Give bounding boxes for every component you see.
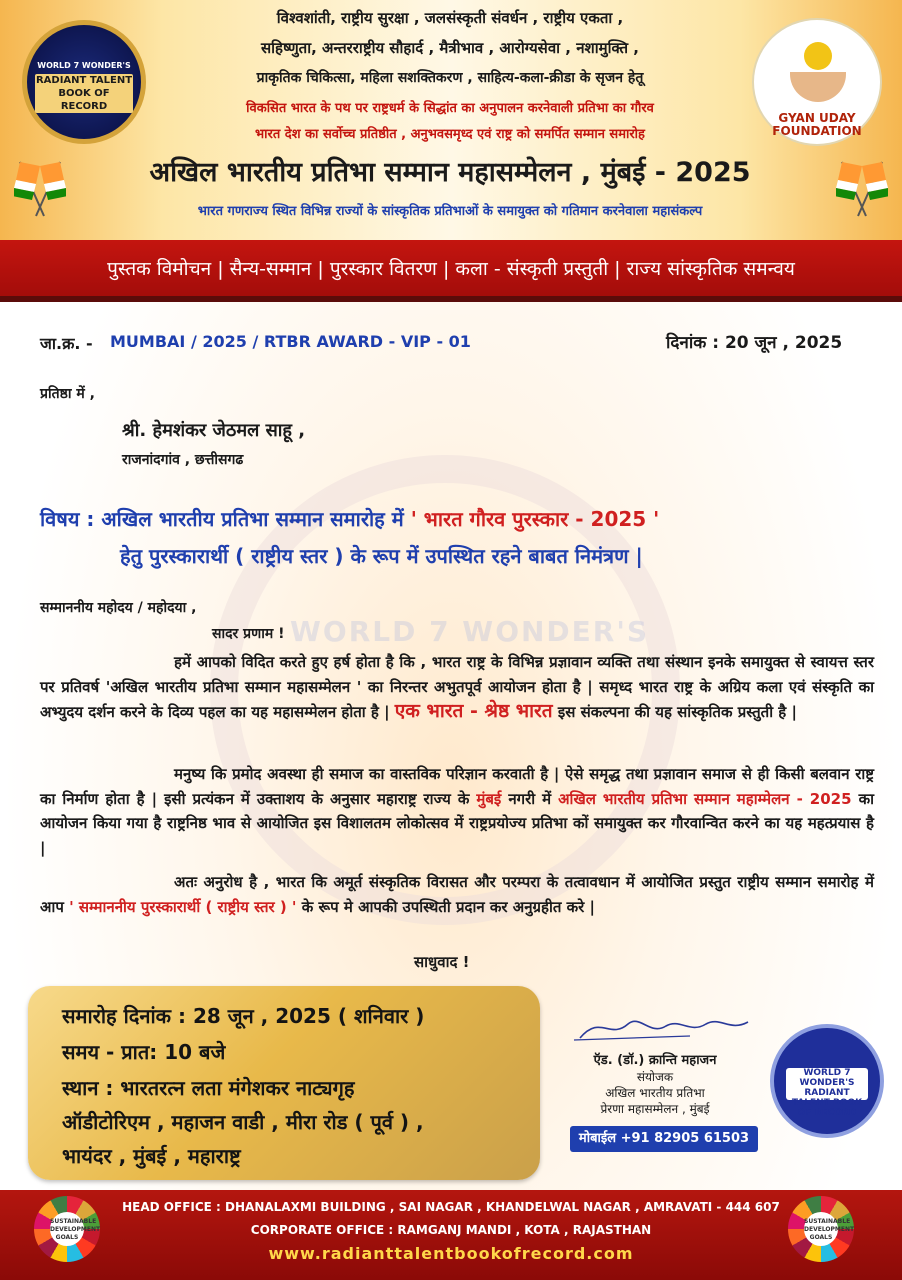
sdg-wheel-icon: [788, 1196, 854, 1262]
watermark-text: WORLD 7 WONDER'S: [290, 615, 650, 648]
header-line-4: विकसित भारत के पथ पर राष्ट्रधर्म के सिद्धांत का अनुपालन करनेवाली प्रतिभा का गौरव: [246, 101, 654, 116]
recipient-name: श्री. हेमशंकर जेठमल साहू ,: [122, 420, 306, 441]
reference-label: जा.क्र. -: [40, 334, 93, 353]
gyan-uday-foundation-logo: [752, 18, 882, 146]
event-venue-3: भायंदर , मुंबई , महाराष्ट्र: [62, 1144, 241, 1168]
awardee-highlight: ' सम्माननीय पुरस्कारार्थी ( राष्ट्रीय स्तर ) ': [69, 897, 297, 916]
hands-icon: [790, 72, 846, 102]
closing: साधुवाद !: [414, 953, 470, 971]
corporate-office-address: CORPORATE OFFICE : RAMGANJ MANDI , KOTA , RAJASTHAN: [250, 1223, 652, 1237]
subject-line-1: [40, 505, 880, 532]
website-link[interactable]: www.radianttalentbookofrecord.com: [268, 1244, 634, 1263]
paragraph-3-text: अतः अनुरोध है , भारत कि अमूर्त संस्कृतिक विरासत और परम्परा के तत्वावधान में आयोजित प्रस्तुत राष्ट्रीय सम्मान समारोह में आप: [40, 873, 874, 916]
page-title: अखिल भारतीय प्रतिभा सम्मान महासम्मेलन , मुंबई - 2025: [149, 157, 751, 188]
subject-text: विषय : अखिल भारतीय प्रतिभा सम्मान समारोह में: [40, 507, 411, 531]
paragraph-2: [40, 762, 874, 860]
signatory-name: ऍड. (डॉ.) क्रान्ति महाजन: [593, 1053, 717, 1068]
city-highlight: मुंबई: [476, 789, 502, 808]
activities-strip: [0, 240, 902, 300]
event-date: समारोह दिनांक : 28 जून , 2025 ( शनिवार ): [62, 1004, 425, 1028]
activities-text: पुस्तक विमोचन | सैन्य-सम्मान | पुरस्कार वितरण | कला - संस्कृती प्रस्तुती | राज्य सांस्कृतिक समन्वय: [107, 258, 795, 280]
paragraph-2-end: का आयोजन किया गया है राष्ट्रनिष्ठ भाव से आयोजित इस विशालतम लोकोत्सव में राष्ट्रप्रयोज्य प्रतिभा कों समायुक्त कर गौरवान्वित करने का यह महत्प्रयास है |: [40, 789, 874, 857]
letter-date: दिनांक : 20 जून , 2025: [666, 333, 843, 353]
seal-text: WORLD 7 WONDER'S RADIANT TALENT BOOK OF RECORD: [786, 1068, 868, 1100]
header-line-2: सहिष्णुता, अन्तरराष्ट्रीय सौहार्द , मैत्रीभाव , आरोग्यसेवा , नशामुक्ति ,: [261, 39, 639, 57]
paragraph-1-text: हमें आपको विदित करते हुए हर्ष होता है कि , भारत राष्ट्र के विभिन्न प्रज्ञावान व्यक्ति तथा संस्थान इनके समायुक्त से स्वायत्त स्तर पर प्रतिवर्ष 'अखिल भारतीय प्रतिभा सम्मान महासम्मेलन ' का निरन्तर अभुतपूर्व आयोजन होता है | समृध्द भारत राष्ट्र के अग्रिय कला एवं संस्कृति का अभ्युदय दर्शन करने के दिव्य पहल का यह महासम्मेलन होता है |: [40, 653, 874, 721]
sdg-label: SUSTAINABLE DEVELOPMENT GOALS: [804, 1212, 838, 1246]
sdg-label: SUSTAINABLE DEVELOPMENT GOALS: [50, 1212, 84, 1246]
signatory-org-2: प्रेरणा महासम्मेलन , मुंबई: [600, 1102, 710, 1116]
signature-image: [570, 1010, 760, 1046]
award-name: ' भारत गौरव पुरस्कार - 2025 ': [410, 507, 660, 531]
salutation: सम्माननीय महोदय / महोदया ,: [40, 600, 197, 616]
paragraph-1-end: इस संकल्पना की यह सांस्कृतिक प्रस्तुती है |: [557, 703, 797, 721]
event-details-box: [28, 986, 540, 1180]
sun-icon: [804, 42, 832, 70]
letterhead-header: [0, 0, 902, 240]
paragraph-3-end: के रूप मे आपकी उपस्थिती प्रदान कर अनुग्रहीत करे |: [296, 897, 595, 916]
logo-left-line2: RADIANT TALENT BOOK OF RECORD: [35, 75, 133, 112]
paragraph-2-mid: नगरी में: [508, 789, 552, 808]
slogan-highlight: एक भारत - श्रेष्ठ भारत: [394, 700, 553, 722]
subject-line-2: हेतु पुरस्कारार्थी ( राष्ट्रीय स्तर ) के रूप में उपस्थित रहने बाबत निमंत्रण |: [120, 544, 643, 568]
world-7-wonders-logo: [22, 20, 146, 144]
header-line-3: प्राकृतिक चिकित्सा, महिला सशक्तिकरण , साहित्य-कला-क्रीडा के सृजन हेतू: [256, 70, 644, 86]
event-time: समय - प्रात: 10 बजे: [62, 1040, 226, 1064]
recipient-place: राजनांदगांव , छत्तीसगढ: [122, 452, 244, 468]
logo-right-text: GYAN UDAY FOUNDATION: [772, 111, 862, 138]
paragraph-3: [40, 870, 874, 919]
logo-left-line1: WORLD 7 WONDER'S: [37, 61, 131, 70]
footer-bar: [0, 1190, 902, 1280]
reference-number: MUMBAI / 2025 / RTBR AWARD - VIP - 01: [110, 332, 471, 351]
signatory-role: संयोजक: [636, 1070, 674, 1084]
india-flag-icon: [14, 158, 66, 218]
record-book-seal: [770, 1024, 884, 1138]
paragraph-1: [40, 650, 874, 725]
greeting: सादर प्रणाम !: [212, 626, 285, 642]
paragraph-2-text: मनुष्य कि प्रमोद अवस्था ही समाज का वास्तविक परिज्ञान करवाती है | ऐसे समृद्ध तथा प्रज्ञावान समाज से ही किसी बलवान राष्ट्र का निर्माण होता है | इसी प्रत्यंकन में उक्ताशय के अनुसार महाराष्ट्र राज्य के: [40, 765, 874, 808]
event-venue-2: ऑडीटोरिएम , महाजन वाडी , मीरा रोड ( पूर्व ) ,: [62, 1110, 424, 1134]
header-line-1: विश्वशांती, राष्ट्रीय सुरक्षा , जलसंस्कृती संवर्धन , राष्ट्रीय एकता ,: [276, 9, 624, 27]
event-venue-1: स्थान : भारतरत्न लता मंगेशकर नाट्यगृह: [62, 1076, 355, 1100]
strip-divider: [0, 296, 902, 302]
head-office-address: HEAD OFFICE : DHANALAXMI BUILDING , SAI NAGAR , KHANDELWAL NAGAR , AMRAVATI - 444 607: [122, 1200, 780, 1214]
header-subtitle: भारत गणराज्य स्थित विभिन्न राज्यों के सांस्कृतिक प्रतिभाओं के समायुक्त को गतिमान करनेवाला महासंकल्प: [197, 204, 703, 219]
sdg-wheel-icon: [34, 1196, 100, 1262]
event-name-highlight: अखिल भारतीय प्रतिभा सम्मान महाम्मेलन - 2025: [558, 789, 852, 808]
mobile-number: मोबाईल +91 82905 61503: [570, 1126, 758, 1152]
india-flag-icon: [836, 158, 888, 218]
address-to: प्रतिष्ठा में ,: [40, 386, 95, 402]
header-line-5: भारत देश का सर्वोच्च प्रतिष्ठीत , अनुभवसमृध्द एवं राष्ट्र को समर्पित सम्मान समारोह: [255, 127, 645, 142]
signatory-org-1: अखिल भारतीय प्रतिभा: [605, 1086, 705, 1100]
